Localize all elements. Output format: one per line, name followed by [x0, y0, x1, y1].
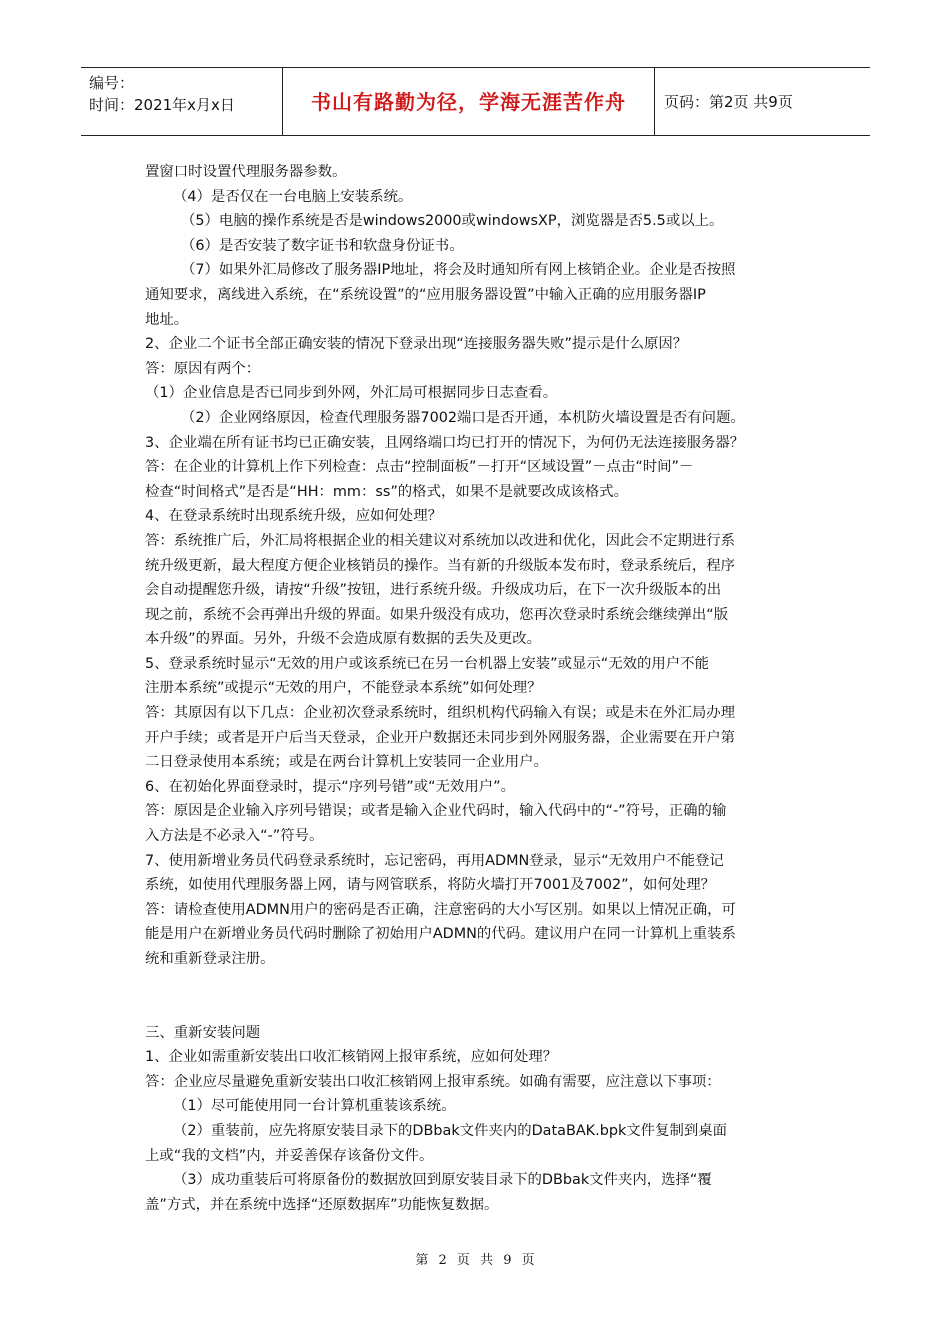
- text-line: 6、在初始化界面登录时，提示“序列号错”或“无效用户”。: [145, 778, 515, 795]
- text-line: （1）企业信息是否已同步到外网，外汇局可根据同步日志查看。: [145, 385, 558, 402]
- page-footer: 第 2 页 共 9 页: [415, 1253, 535, 1268]
- text-line: （7）如果外汇局修改了服务器IP地址，将会及时通知所有网上核销企业。企业是否按照: [181, 262, 736, 279]
- text-line: 检查“时间格式”是否是“HH：mm：ss”的格式，如果不是就要改成该格式。: [145, 483, 629, 500]
- text-line: 答：原因有两个：: [145, 360, 261, 377]
- text-line: 答：在企业的计算机上作下列检查：点击“控制面板”－打开“区域设置”－点击“时间”－: [145, 459, 694, 476]
- text-line: 答：其原因有以下几点：企业初次登录系统时，组织机构代码输入有误；或是未在外汇局办理: [145, 705, 736, 722]
- text-line: （6）是否安装了数字证书和软盘身份证书。: [181, 237, 464, 254]
- text-line: 统升级更新，最大程度方便企业核销员的操作。当有新的升级版本发布时，登录系统后，程序: [145, 557, 736, 574]
- text-line: 通知要求，离线进入系统，在“系统设置”的“应用服务器设置”中输入正确的应用服务器IP: [145, 286, 706, 303]
- document-time-label: 时间：2021年x月x日: [89, 96, 235, 114]
- text-line: 入方法是不必录入“-”符号。: [145, 828, 324, 845]
- text-line: 系统，如使用代理服务器上网，请与网管联系，将防火墙打开7001及7002”，如何处理？: [145, 877, 715, 894]
- text-line: 答：企业应尽量避免重新安装出口收汇核销网上报审系统。如确有需要，应注意以下事项：: [145, 1073, 721, 1090]
- text-line: 能是用户在新增业务员代码时删除了初始用户ADMN的代码。建议用户在同一计算机上重装系: [145, 926, 736, 943]
- text-line: （3）成功重装后可将原备份的数据放回到原安装目录下的DBbak文件夹内，选择“覆: [173, 1172, 712, 1189]
- text-line: 3、企业端在所有证书均已正确安装，且网络端口均已打开的情况下，为何仍无法连接服务器？: [145, 434, 745, 451]
- text-line: 二日登录使用本系统；或是在两台计算机上安装同一企业用户。: [145, 754, 548, 771]
- header-page-cell: [655, 68, 870, 135]
- text-line: 1、企业如需重新安装出口收汇核销网上报审系统，应如何处理？: [145, 1049, 558, 1066]
- text-line: 2、企业二个证书全部正确安装的情况下登录出现“连接服务器失败”提示是什么原因？: [145, 336, 688, 353]
- document-code-label: 编号：: [89, 74, 135, 92]
- text-line: 5、登录系统时显示“无效的用户或该系统已在另一台机器上安装”或显示“无效的用户不能: [145, 655, 709, 672]
- text-line: （1）尽可能使用同一台计算机重装该系统。: [173, 1098, 456, 1115]
- text-line: （5）电脑的操作系统是否是windows2000或windowsXP，浏览器是否5.5或以上。: [181, 213, 724, 230]
- text-line: 现之前，系统不会再弹出升级的界面。如果升级没有成功，您再次登录时系统会继续弹出“版: [145, 606, 729, 623]
- text-line: 统和重新登录注册。: [145, 951, 275, 967]
- text-line: （2）企业网络原因，检查代理服务器7002端口是否开通，本机防火墙设置是否有问题。: [181, 409, 745, 426]
- text-line: （4）是否仅在一台电脑上安装系统。: [173, 188, 413, 205]
- text-line: 开户手续；或者是开户后当天登录，企业开户数据还未同步到外网服务器，企业需要在开户第: [145, 729, 736, 746]
- header-meta-cell: [81, 68, 283, 135]
- page-header: [81, 67, 870, 136]
- text-line: 答：系统推广后，外汇局将根据企业的相关建议对系统加以改进和优化，因此会不定期进行系: [145, 532, 736, 549]
- text-line: 本升级”的界面。另外，升级不会造成原有数据的丢失及更改。: [145, 631, 542, 648]
- header-motto: 书山有路勤为径，学海无涯苦作舟: [311, 90, 626, 114]
- text-line: 4、在登录系统时出现系统升级，应如何处理？: [145, 508, 442, 525]
- text-line: 会自动提醒您升级，请按“升级”按钮，进行系统升级。升级成功后，在下一次升级版本的出: [145, 582, 722, 599]
- text-line: 上或“我的文档”内，并妥善保存该备份文件。: [145, 1147, 434, 1164]
- text-line: 置窗口时设置代理服务器参数。: [145, 164, 347, 180]
- text-line: （2）重装前，应先将原安装目录下的DBbak文件夹内的DataBAK.bpk文件复制到桌面: [173, 1122, 728, 1139]
- header-motto-cell: [283, 68, 655, 135]
- text-line: 盖”方式，并在系统中选择“还原数据库”功能恢复数据。: [145, 1196, 499, 1213]
- text-line: 三、重新安装问题: [145, 1024, 261, 1041]
- header-page-info: 页码：第2页 共9页: [664, 93, 793, 111]
- text-line: 答：原因是企业输入序列号错误；或者是输入企业代码时，输入代码中的“-”符号，正确的输: [145, 803, 727, 820]
- text-line: 地址。: [145, 311, 189, 328]
- text-line: 注册本系统”或提示“无效的用户，不能登录本系统”如何处理？: [145, 680, 542, 697]
- text-line: 答：请检查使用ADMN用户的密码是否正确，注意密码的大小写区别。如果以上情况正确，可: [145, 901, 736, 918]
- document-body: [145, 160, 805, 1217]
- text-line: 7、使用新增业务员代码登录系统时，忘记密码，再用ADMN登录，显示“无效用户不能登记: [145, 852, 724, 869]
- paragraph-spacer: [145, 972, 805, 1021]
